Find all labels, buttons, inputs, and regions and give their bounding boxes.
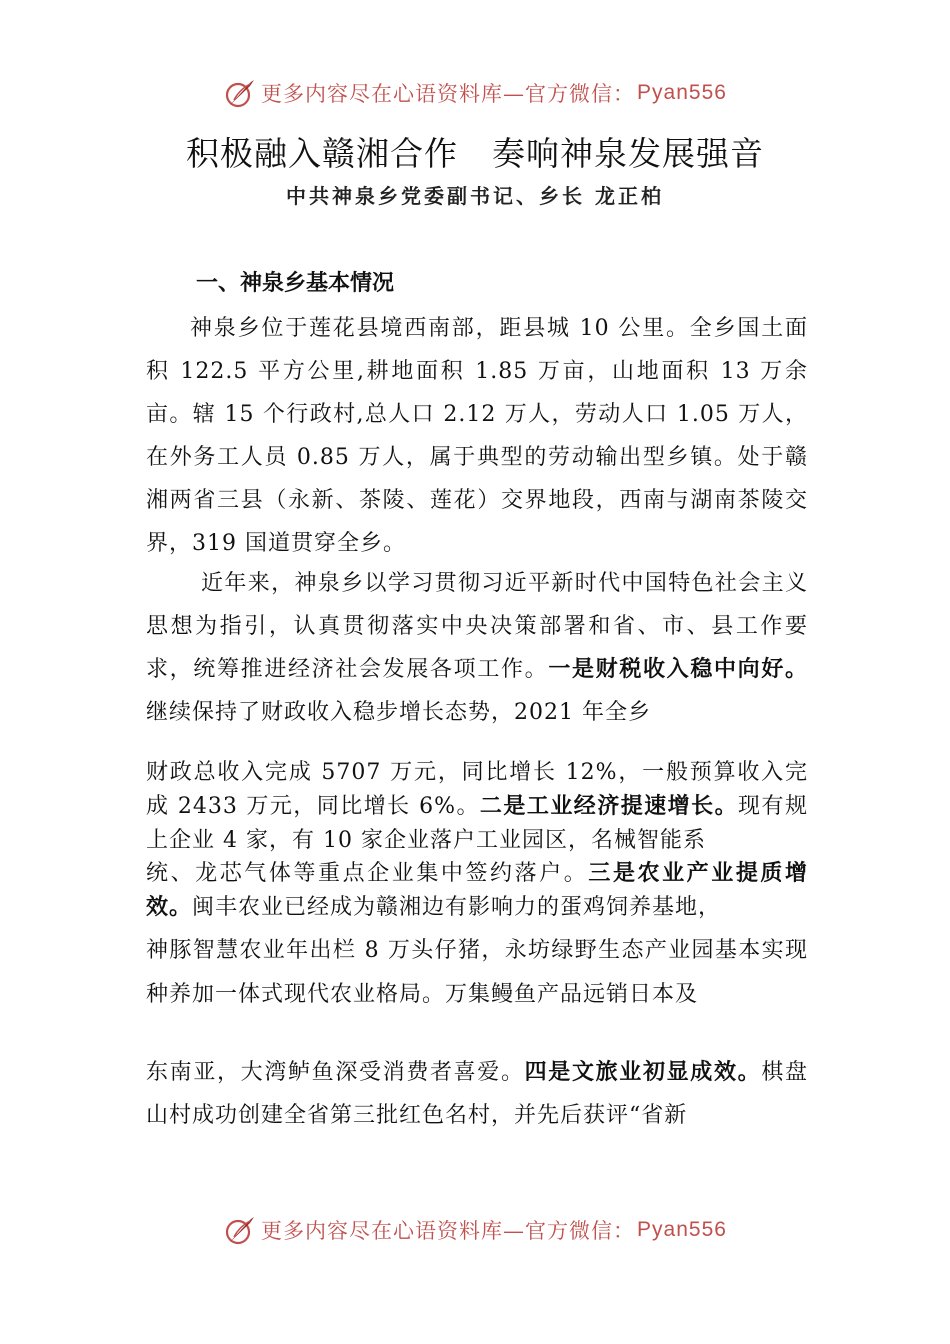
watermark-header (0, 76, 950, 110)
paragraph-industry-text: 现有规上企业 4 家，有 10 家企业落户工业园区，名械智能系 (146, 794, 808, 853)
highlight-tourism: 四是文旅业初显成效。 (524, 1060, 762, 1085)
paragraph-agriculture (146, 857, 808, 925)
paragraph-recent-years (146, 562, 808, 734)
paragraph-intro: 近年来，神泉乡以学习贯彻习近平新时代中国特色社会主义思想为指引，认真贯彻落实中央决策部署和省、市、县工作要求，统筹推进经济社会发展各项工作。 (146, 571, 808, 682)
paragraph-agriculture-cont: 神豚智慧农业年出栏 8 万头仔猪，永坊绿野生态产业园基本实现种养加一体式现代农业格局。万集鳗鱼产品远销日本及 (146, 938, 808, 1007)
watermark-footer (0, 1213, 950, 1247)
quill-logo-icon (223, 76, 257, 110)
paragraph-finance-text: 财政总收入完成 5707 万元，同比增长 12%，一般预算收入完成 2433 万元，同比增长 6%。 (146, 760, 808, 819)
paragraph-tourism (146, 1051, 808, 1137)
paragraph-tourism-text: 棋盘山村成功创建全省第三批红色名村，并先后获评“省新 (146, 1060, 808, 1128)
paragraph-agriculture-text: 闽丰农业已经成为赣湘边有影响力的蛋鸡饲养基地， (192, 895, 722, 920)
paragraph-enterprise-text: 统、龙芯气体等重点企业集中签约落户。 (146, 861, 589, 886)
document-author: 中共神泉乡党委副书记、乡长 龙正柏 (286, 184, 664, 208)
watermark-text: 更多内容尽在心语资料库—官方微信： (261, 1219, 636, 1243)
highlight-fiscal: 一是财税收入稳中向好。 (548, 657, 808, 682)
highlight-industry: 二是工业经济提速增长。 (479, 794, 739, 819)
section-heading: 一、神泉乡基本情况 (196, 271, 395, 296)
paragraph-finance-industry (146, 756, 808, 858)
paragraph-basic-info: 神泉乡位于莲花县境西南部，距县城 10 公里。全乡国土面积 122.5 平方公里,耕地面积 1.85 万亩，山地面积 13 万余亩。辖 15 个行政村,总人口 2.12 万人，劳动人口 1.05 万人，在外务工人员 0.85 万人，属于典型的劳动输出型乡镇。处于赣湘两省三县（永新、茶陵、莲花）交界地段，西南与湖南茶陵交界，319 国道贯穿全乡。 (146, 316, 808, 556)
watermark-wechat-id: Pyan556 (637, 81, 727, 104)
watermark-text: 更多内容尽在心语资料库—官方微信： (261, 82, 636, 106)
paragraph-seafood-text: 东南亚，大湾鲈鱼深受消费者喜爱。 (146, 1060, 525, 1085)
quill-logo-icon (223, 1213, 257, 1247)
highlight-agriculture: 三是农业产业提质增效。 (146, 861, 808, 920)
paragraph-fiscal-text: 继续保持了财政收入稳步增长态势，2021 年全乡 (146, 700, 651, 725)
watermark-wechat-id: Pyan556 (637, 1218, 727, 1241)
document-title: 积极融入赣湘合作 奏响神泉发展强音 (186, 134, 764, 173)
